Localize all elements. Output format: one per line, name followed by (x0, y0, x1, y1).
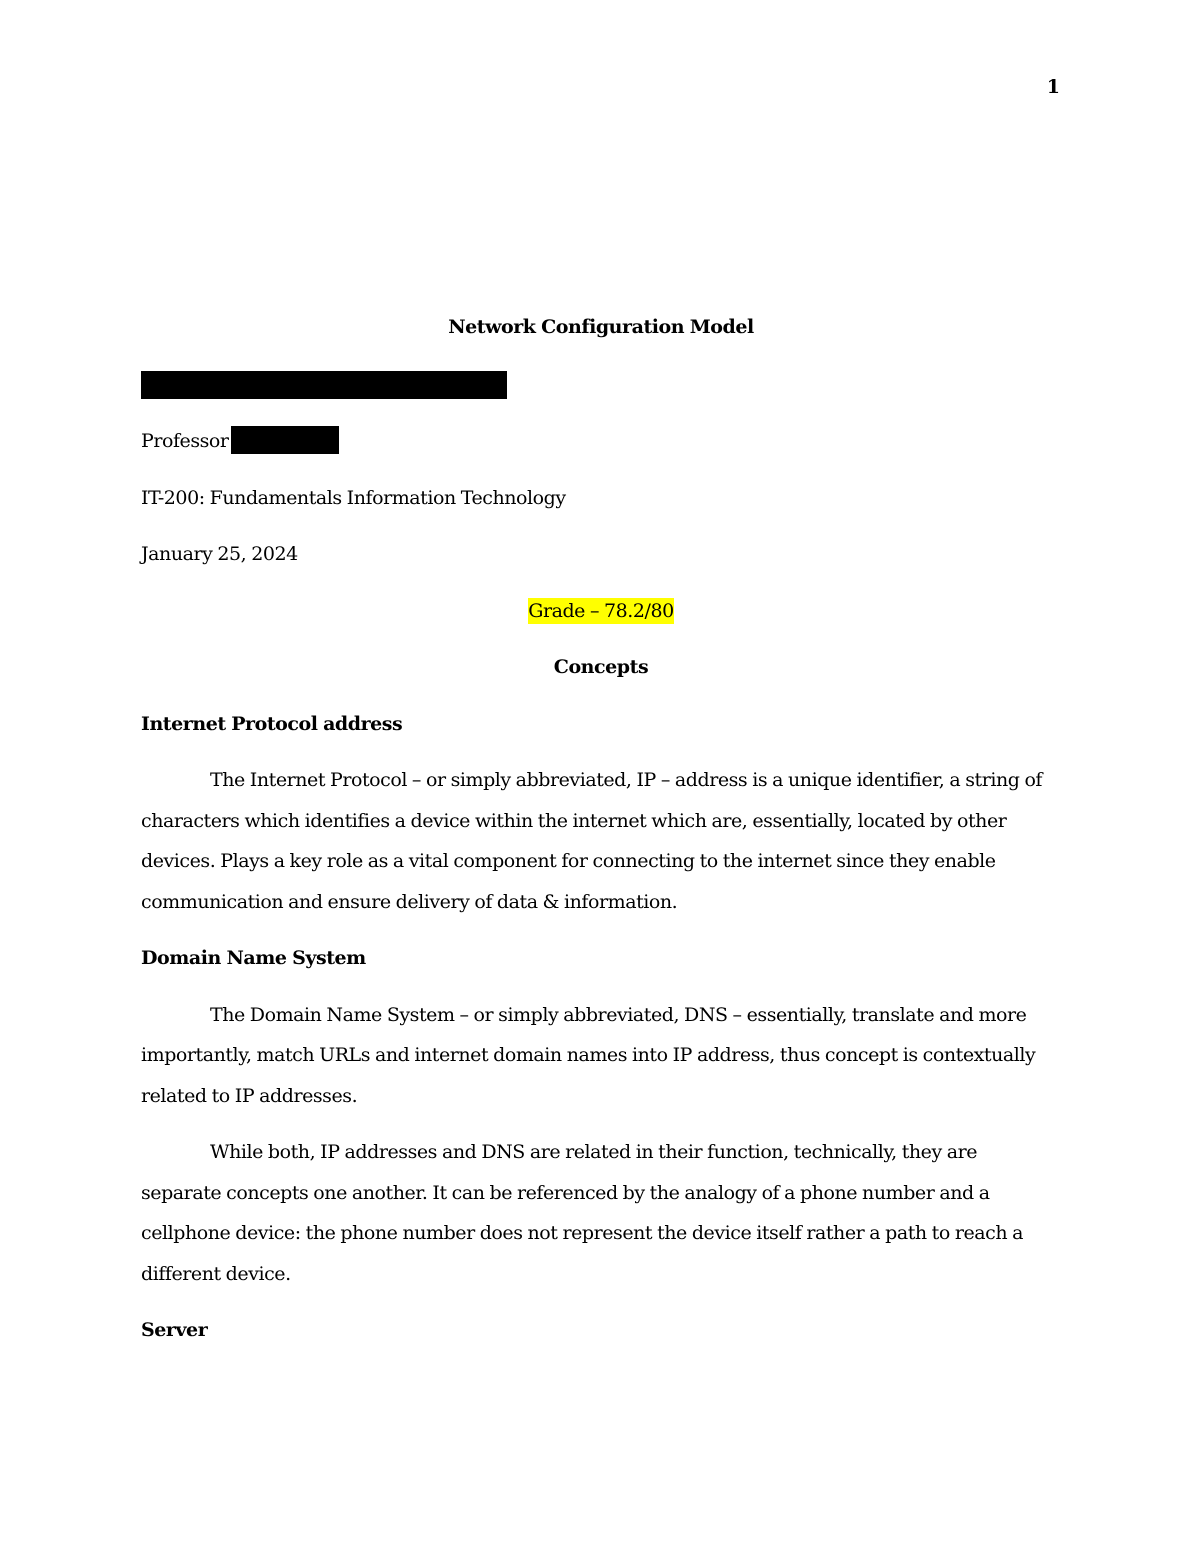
date-line: January 25, 2024 (141, 543, 298, 565)
author-line (141, 364, 1061, 406)
subsection-heading-server: Server (141, 1319, 208, 1341)
course-line: IT-200: Fundamentals Information Technology (141, 486, 566, 509)
professor-line (141, 421, 1061, 462)
paragraph-dns-2: While both, IP addresses and DNS are related in their function, technically, they are separate concepts one another. It can be referenced by the analogy of a phone number and a cellphone device: the phone number does not represent the device itself rather a path to reach a different device. (141, 1141, 1023, 1285)
grade-highlight: Grade – 78.2/80 (528, 599, 674, 622)
grade-line (141, 591, 1061, 632)
professor-label: Professor (141, 430, 229, 452)
redacted-author-block (141, 371, 507, 399)
subsection-heading-dns: Domain Name System (141, 947, 366, 969)
document-body (141, 307, 1061, 1367)
section-heading: Concepts (553, 656, 649, 678)
subsection-heading-ip: Internet Protocol address (141, 712, 403, 735)
document-title: Network Configuration Model (448, 316, 754, 338)
paragraph-dns-1: The Domain Name System – or simply abbreviated, DNS – essentially, translate and more importantly, match URLs and internet domain names into IP address, thus concept is contextually related to IP addresses. (141, 1003, 1036, 1107)
page-number: 1 (1046, 76, 1060, 98)
redacted-professor-block (231, 426, 339, 454)
paragraph-ip: The Internet Protocol – or simply abbreviated, IP – address is a unique identifier, a string of characters which identifies a device within the internet which are, essentially, located by other devices. Plays a key role as a vital component for connecting to the internet since they enable communication and ensure delivery of data & information. (141, 769, 1043, 913)
